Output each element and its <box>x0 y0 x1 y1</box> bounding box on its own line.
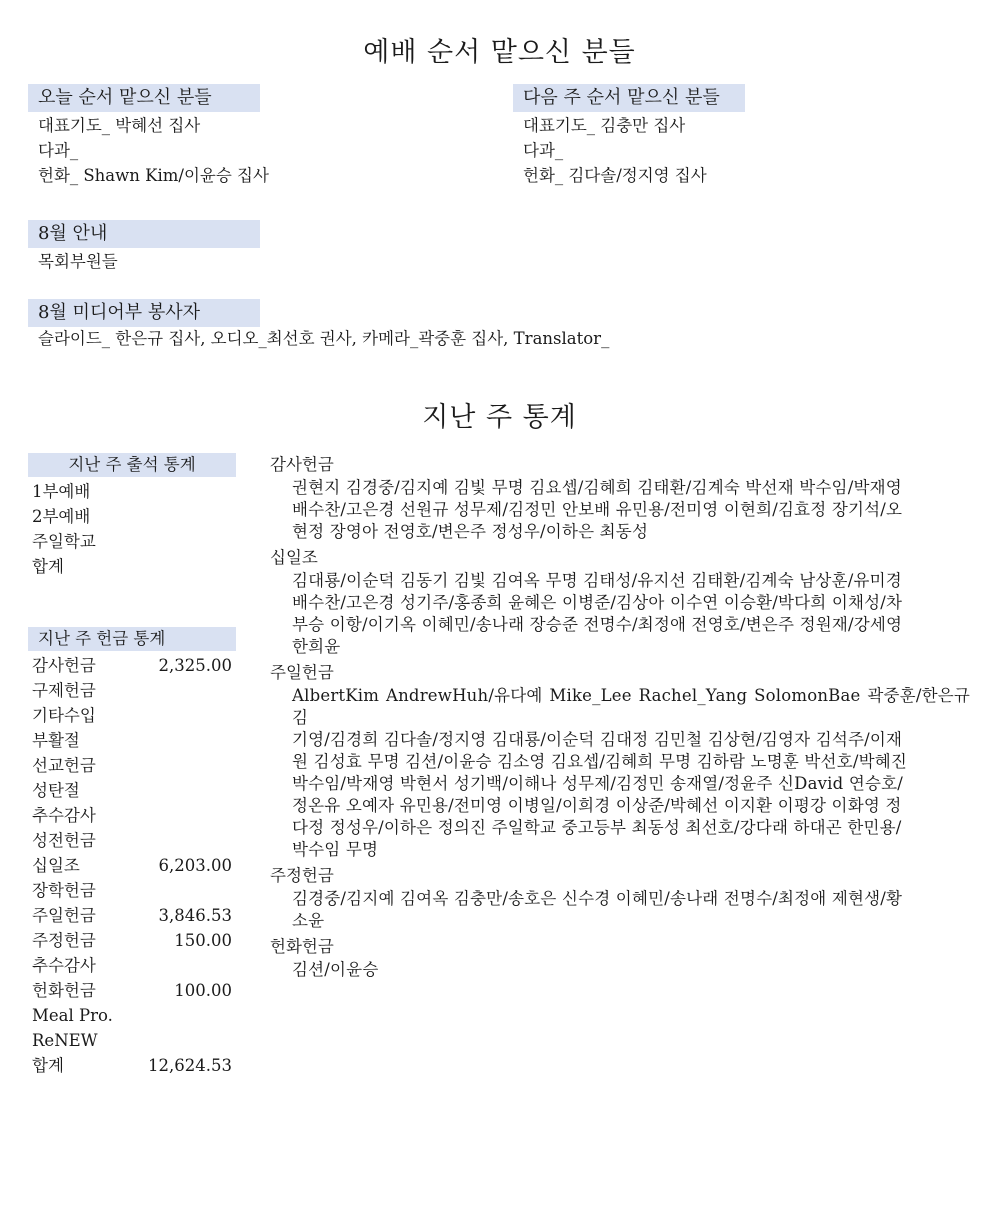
next-week-header: 다음 주 순서 맡으신 분들 <box>513 84 745 112</box>
offering-names-flowers <box>270 959 970 981</box>
row-value: 12,624.53 <box>148 1056 232 1075</box>
offering-row <box>32 778 232 803</box>
attendance-row <box>32 504 232 529</box>
offering-row <box>32 753 232 778</box>
name-line: 원 김성효 무명 김션/이윤승 김소영 김요셉/김혜희 무명 김하람 노명훈 박선호/박혜진 <box>292 752 908 771</box>
offering-stats-table <box>32 653 232 1078</box>
name-line: 박수임 무명 <box>292 840 379 859</box>
name-line: 기영/김경희 김다솔/정지영 김대룡/이순덕 김대정 김민철 김상현/김영자 김석주/이재 <box>292 730 903 749</box>
row-label: 부활절 <box>32 731 80 750</box>
next-week-line-2: 다과_ <box>523 141 564 160</box>
offering-row <box>32 928 232 953</box>
offering-row <box>32 828 232 853</box>
row-label: ReNEW <box>32 1031 98 1050</box>
name-line: 박수임/박재영 박현서 성기백/이해나 성무제/김정민 송재열/정윤주 신David 연승호/ <box>292 774 904 793</box>
name-line: AlbertKim AndrewHuh/유다예 Mike_Lee Rachel_Yang SolomonBae 곽중훈/한은규 김 <box>292 686 970 727</box>
stats-title: 지난 주 통계 <box>422 402 577 433</box>
name-line: 김대룡/이순덕 김동기 김빛 김여옥 무명 김태성/유지선 김태환/김계숙 남상훈/유미경 <box>292 571 902 590</box>
attendance-row <box>32 479 232 504</box>
name-line: 소윤 <box>292 911 325 930</box>
offering-names-tithe <box>270 570 970 658</box>
row-value: 3,846.53 <box>158 906 232 925</box>
next-week-line-1: 대표기도_ 김충만 집사 <box>523 116 686 135</box>
row-label: 주일학교 <box>32 532 96 551</box>
offering-title-thanks: 감사헌금 <box>270 455 334 474</box>
name-line: 김션/이윤승 <box>292 960 379 979</box>
row-label: 주일헌금 <box>32 906 96 925</box>
offering-row <box>32 678 232 703</box>
today-line-3: 헌화_ Shawn Kim/이윤승 집사 <box>38 166 269 185</box>
today-line-1: 대표기도_ 박혜선 집사 <box>38 116 201 135</box>
row-label: 장학헌금 <box>32 881 96 900</box>
offering-row <box>32 1053 232 1078</box>
offering-title-sunday: 주일헌금 <box>270 663 334 682</box>
row-label: 선교헌금 <box>32 756 96 775</box>
row-label: 성전헌금 <box>32 831 96 850</box>
row-value: 2,325.00 <box>158 656 232 675</box>
offering-stats-header: 지난 주 헌금 통계 <box>28 627 236 651</box>
row-label: 성탄절 <box>32 781 80 800</box>
august-notice-header: 8월 안내 <box>28 220 260 248</box>
offering-row <box>32 903 232 928</box>
offering-row <box>32 653 232 678</box>
name-line: 김경중/김지예 김여옥 김충만/송호은 신수경 이혜민/송나래 전명수/최정애 제현생/황 <box>292 889 903 908</box>
row-label: 감사헌금 <box>32 656 96 675</box>
name-line: 부승 이항/이기옥 이혜민/송나래 장승준 전명수/최정애 전영호/변은주 정원재/강세영 <box>292 615 903 634</box>
today-line-2: 다과_ <box>38 141 79 160</box>
name-line: 권현지 김경중/김지예 김빛 무명 김요셉/김혜희 김태환/김계숙 박선재 박수임/박재영 <box>292 478 902 497</box>
august-media-line: 슬라이드_ 한은규 집사, 오디오_최선호 권사, 카메라_곽중훈 집사, Translator_ <box>38 329 610 348</box>
august-notice-line: 목회부원들 <box>38 252 118 271</box>
row-label: 2부예배 <box>32 507 91 526</box>
next-week-line-3: 헌화_ 김다솔/정지영 집사 <box>523 166 707 185</box>
offering-row <box>32 803 232 828</box>
row-label: 주정헌금 <box>32 931 96 950</box>
row-label: 구제헌금 <box>32 681 96 700</box>
attendance-row <box>32 554 232 579</box>
offering-lists <box>270 452 970 983</box>
offering-row <box>32 953 232 978</box>
row-label: 기타수입 <box>32 706 96 725</box>
offering-row <box>32 1028 232 1053</box>
today-header: 오늘 순서 맡으신 분들 <box>28 84 260 112</box>
name-line: 한희윤 <box>292 637 341 656</box>
offering-row <box>32 1003 232 1028</box>
offering-row <box>32 878 232 903</box>
offering-row <box>32 728 232 753</box>
page-title: 예배 순서 맡으신 분들 <box>363 37 636 68</box>
name-line: 배수찬/고은경 선원규 성무제/김정민 안보배 유민용/전미영 이현희/김효정 장기석/오 <box>292 500 903 519</box>
offering-title-weekly: 주정헌금 <box>270 866 334 885</box>
row-value: 6,203.00 <box>158 856 232 875</box>
attendance-table <box>32 479 232 579</box>
offering-names-thanks <box>270 477 970 543</box>
attendance-row <box>32 529 232 554</box>
august-media-header: 8월 미디어부 봉사자 <box>28 299 260 327</box>
row-value: 100.00 <box>174 981 232 1000</box>
row-label: 십일조 <box>32 856 80 875</box>
name-line: 정온유 오예자 유민용/전미영 이병일/이희경 이상준/박혜선 이지환 이평강 이화영 정 <box>292 796 902 815</box>
row-label: 헌화헌금 <box>32 981 96 1000</box>
row-label: Meal Pro. <box>32 1006 113 1025</box>
offering-row <box>32 703 232 728</box>
name-line: 현정 장영아 전영호/변은주 정성우/이하은 최동성 <box>292 522 649 541</box>
row-value: 150.00 <box>174 931 232 950</box>
name-line: 배수찬/고은경 성기주/홍종희 윤혜은 이병준/김상아 이수연 이승환/박다희 이채성/차 <box>292 593 903 612</box>
row-label: 추수감사 <box>32 806 96 825</box>
offering-title-flowers: 헌화헌금 <box>270 937 334 956</box>
row-label: 추수감사 <box>32 956 96 975</box>
row-label: 합계 <box>32 1056 64 1075</box>
attendance-header: 지난 주 출석 통계 <box>28 453 236 477</box>
offering-row <box>32 853 232 878</box>
offering-names-sunday <box>270 685 970 861</box>
name-line: 다정 정성우/이하은 정의진 주일학교 중고등부 최동성 최선호/강다래 하대곤 한민용/ <box>292 818 902 837</box>
offering-title-tithe: 십일조 <box>270 548 318 567</box>
offering-row <box>32 978 232 1003</box>
row-label: 1부예배 <box>32 482 91 501</box>
row-label: 합계 <box>32 557 64 576</box>
offering-names-weekly <box>270 888 970 932</box>
